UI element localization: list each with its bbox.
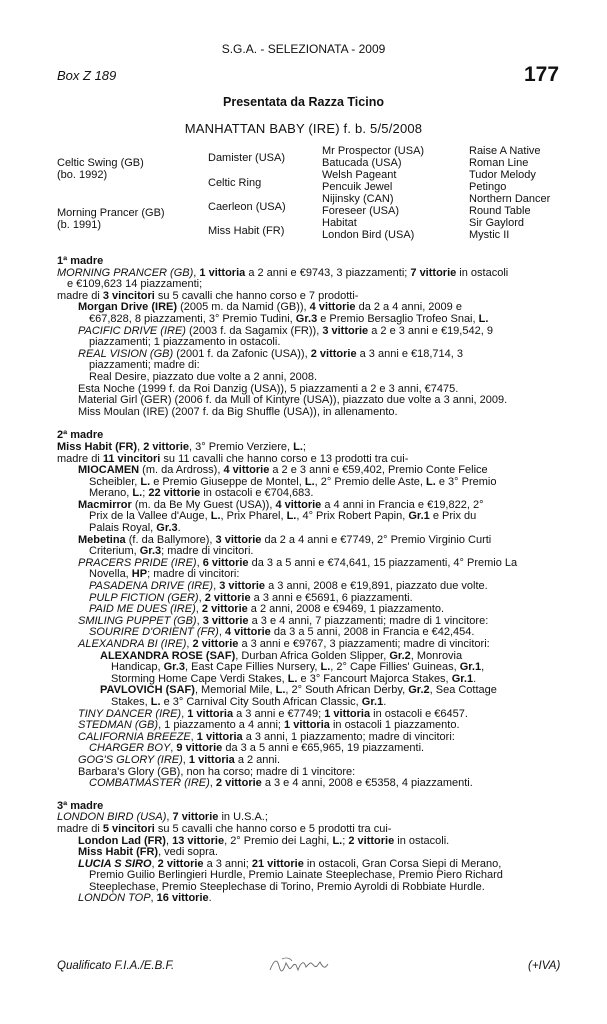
- pedigree-g2-0: Damister (USA): [208, 152, 286, 164]
- text-run: , 1 piazzamento a 4 anni;: [158, 719, 285, 732]
- text-run: L.: [286, 510, 297, 523]
- text-run: (2005 m. da Namid (GB)),: [177, 301, 310, 314]
- text-run: ,: [193, 266, 200, 279]
- text-run: ,: [150, 892, 157, 905]
- text-run: , 2° Cape Fillies' Guineas,: [330, 661, 460, 674]
- pedigree-g3-3: Pencuik Jewel: [322, 181, 393, 193]
- presenter: Presentata da Razza Ticino: [223, 95, 384, 109]
- qualification-note: Qualificato F.I.A./E.B.F.: [57, 960, 175, 972]
- text-run: da 2 a 4 anni, 2009 e: [355, 301, 462, 314]
- text-run: su 5 cavalli che hanno corso e 5 prodotti tra cui-: [154, 822, 392, 835]
- text-run: Gr.2: [408, 684, 430, 697]
- sire-year: (bo. 1992): [57, 169, 108, 181]
- text-run: 1 vittoria: [187, 707, 234, 720]
- text-run: 13 vittorie: [172, 834, 225, 847]
- text-run: a 3 anni;: [203, 857, 252, 870]
- text-run: 2 vittorie: [310, 347, 357, 360]
- text-run: STEDMAN (GB): [78, 719, 159, 732]
- text-run: e €109,623 14 piazzamenti;: [67, 278, 203, 291]
- text-run: Gr.1: [459, 661, 482, 674]
- text-run: in ostacoli, Gran Corsa Siepi di Merano,: [303, 857, 502, 870]
- text-run: a 3 anni, 1 piazzamento; madre di vincitori:: [242, 730, 455, 743]
- text-run: Scheibler,: [89, 475, 141, 488]
- text-run: a 2 anni e €9743, 3 piazzamenti;: [245, 266, 411, 279]
- text-run: Miss Moulan (IRE) (2007 f. da Big Shuffle (USA)), in allenamento.: [78, 405, 398, 418]
- lot-number: 177: [524, 63, 560, 86]
- text-run: ,: [198, 591, 205, 604]
- text-run: (2003 f. da Sagamix (FR)),: [185, 324, 323, 337]
- text-run: , 4° Prix Robert Papin,: [296, 510, 409, 523]
- text-run: 16 vittorie: [156, 892, 209, 905]
- signature: [268, 954, 330, 976]
- pedigree-g4-5: Round Table: [469, 205, 531, 217]
- pedigree-g3-4: Nijinsky (CAN): [322, 193, 394, 205]
- text-run: SOURIRE D'ORIENT (FR): [89, 626, 219, 639]
- pedigree-g3-1: Batucada (USA): [322, 157, 402, 169]
- pedigree-g2-3: Miss Habit (FR): [208, 225, 285, 237]
- text-run: 1 vittoria: [284, 719, 330, 732]
- text-run: (m. da Be My Guest (USA)),: [131, 498, 276, 511]
- text-run: in ostacoli e €6457.: [370, 707, 468, 720]
- text-run: MIOCAMEN: [78, 464, 140, 477]
- text-run: , East Cape Fillies Nursery,: [185, 661, 321, 674]
- text-run: LONDON TOP: [78, 892, 151, 905]
- text-run: L.: [210, 510, 221, 523]
- text-run: PULP FICTION (GER): [89, 591, 199, 604]
- text-run: London Lad (FR): [78, 834, 166, 847]
- text-run: ,: [190, 730, 197, 743]
- text-run: , 2° Premio delle Aste,: [314, 475, 427, 488]
- text-run: su 5 cavalli che hanno corso e 7 prodotti-: [154, 289, 359, 302]
- pedigree-g2-2: Caerleon (USA): [208, 201, 286, 213]
- text-run: ,: [182, 753, 189, 766]
- text-run: in ostacoli: [456, 266, 509, 279]
- text-run: ,: [166, 811, 173, 824]
- text-run: L.: [293, 440, 303, 453]
- text-run: ;: [342, 834, 349, 847]
- text-run: madre di: [57, 289, 103, 302]
- text-run: Gr.1: [361, 695, 384, 708]
- text-run: L.: [132, 487, 143, 500]
- text-run: L.: [275, 684, 286, 697]
- text-run: Miss Habit (FR): [78, 846, 159, 859]
- text-run: CHARGER BOY: [89, 742, 171, 755]
- text-run: L.: [150, 695, 161, 708]
- text-run: Material Girl (GER) (2006 f. da Mull of Kintyre (USA)), piazzato due volte a 3 anni, 2009.: [78, 394, 508, 407]
- text-run: su 11 cavalli che hanno corso e 13 prodotti tra cui-: [160, 452, 409, 465]
- pedigree-g2-1: Celtic Ring: [208, 177, 262, 189]
- text-run: 2 vittorie: [204, 591, 251, 604]
- text-run: madre di: [57, 822, 103, 835]
- text-run: PAVLOVICH (SAF): [100, 684, 195, 697]
- text-run: ,: [481, 661, 485, 674]
- text-run: a 3 anni e €9767, 3 piazzamenti; madre di vincitori:: [238, 638, 490, 650]
- sire-name: Celtic Swing (GB): [57, 157, 144, 169]
- text-run: 3 vincitori: [102, 289, 155, 302]
- vat-note: (+IVA): [528, 960, 561, 972]
- text-run: in ostacoli e €704,683.: [200, 487, 314, 500]
- text-run: CALIFORNIA BREEZE: [78, 730, 191, 743]
- text-run: L.: [304, 475, 315, 488]
- text-run: 11 vincitori: [102, 452, 161, 465]
- pedigree-g3-0: Mr Prospector (USA): [322, 145, 425, 157]
- text-run: HP: [131, 568, 148, 581]
- text-run: Real Desire, piazzato due volte a 2 anni, 2008.: [89, 370, 318, 383]
- text-run: L.: [140, 475, 151, 488]
- text-run: 1 vittoria: [196, 730, 243, 743]
- text-run: 7 vittorie: [172, 811, 219, 824]
- text-run: Gr.3: [156, 522, 178, 535]
- section-3: [57, 801, 517, 905]
- text-run: ,: [218, 626, 225, 639]
- horse-title: MANHATTAN BABY (IRE) f. b. 5/5/2008: [184, 121, 423, 136]
- text-run: ;: [142, 487, 149, 500]
- text-run: 2 vittorie: [192, 638, 239, 650]
- dam-name: Morning Prancer (GB): [57, 207, 165, 219]
- text-run: e 3° Premio: [435, 475, 497, 488]
- text-run: Criterium,: [89, 545, 140, 558]
- pedigree-g4-7: Mystic II: [469, 229, 510, 241]
- text-run: 2 vittorie: [201, 603, 248, 616]
- text-run: Gr.1: [408, 510, 430, 523]
- text-run: L.: [426, 475, 436, 488]
- text-run: ,: [181, 707, 188, 720]
- text-run: 2 vittorie: [157, 857, 204, 870]
- text-run: SMILING PUPPET (GB): [78, 614, 197, 627]
- text-run: 4 vittorie: [223, 464, 270, 477]
- text-run: ,: [165, 834, 173, 847]
- text-run: ,: [151, 857, 158, 870]
- pedigree-g3-5: Foreseer (USA): [322, 205, 400, 217]
- pedigree-g3-7: London Bird (USA): [322, 229, 415, 241]
- text-run: Handicap,: [111, 661, 164, 674]
- section-heading: 1ª madre: [57, 255, 104, 267]
- text-run: , 3° Premio Verziere,: [189, 440, 294, 453]
- text-run: e Premio Bersaglio Trofeo Snai,: [317, 312, 479, 325]
- text-run: , vedi sopra.: [158, 846, 218, 859]
- text-run: in ostacoli.: [394, 834, 450, 847]
- text-run: Gr.2: [389, 649, 411, 662]
- entry-line: [57, 407, 517, 419]
- text-run: 5 vincitori: [102, 822, 155, 835]
- text-run: (m. da Ardross),: [139, 464, 224, 477]
- text-run: Stakes,: [111, 695, 151, 708]
- text-run: ; madre di vincitori:: [147, 568, 240, 581]
- text-run: a 2 e 3 anni e €59,402, Premio Conte Felice: [269, 464, 488, 477]
- text-run: da 3 a 5 anni e €74,641, 15 piazzamenti, 4° Premio La: [248, 556, 518, 569]
- text-run: Storming Home Cape Verdi Stakes,: [111, 672, 288, 685]
- text-run: Miss Habit (FR): [57, 440, 138, 453]
- text-run: Gr.3: [295, 312, 318, 325]
- text-run: 1 vittoria: [188, 753, 235, 766]
- text-run: 4 vittorie: [224, 626, 271, 639]
- text-run: L.: [320, 661, 331, 674]
- text-run: GOG'S GLORY (IRE): [78, 753, 183, 766]
- text-run: .: [473, 672, 477, 685]
- text-run: da 3 a 5 anni e €65,965, 19 piazzamenti.: [222, 742, 425, 755]
- text-run: LONDON BIRD (USA): [57, 811, 167, 824]
- section-heading: 3ª madre: [57, 799, 104, 812]
- text-run: , Durban Africa Golden Slipper,: [235, 649, 390, 662]
- text-run: 6 vittorie: [202, 556, 249, 569]
- entry-line: [57, 893, 517, 905]
- text-run: Palais Royal,: [89, 522, 157, 535]
- text-run: 1 vittoria: [324, 707, 371, 720]
- text-run: , 2° South African Derby,: [285, 684, 409, 697]
- box-label: Box Z 189: [57, 68, 117, 83]
- text-run: TINY DANCER (IRE): [78, 707, 182, 720]
- text-run: 2 vittorie: [215, 777, 262, 790]
- text-run: e Prix du: [429, 510, 477, 523]
- text-run: 2 vittorie: [143, 440, 190, 453]
- text-run: in U.S.A.;: [218, 811, 268, 824]
- text-run: ALEXANDRA BI (IRE): [78, 638, 187, 650]
- text-run: 3 vittorie: [202, 614, 249, 627]
- text-run: , Monrovia: [410, 649, 463, 662]
- text-run: 9 vittorie: [176, 742, 223, 755]
- text-run: (2001 f. da Zafonic (USA)),: [173, 347, 311, 360]
- text-run: ,: [137, 440, 144, 453]
- text-run: a 2 e 3 anni e €19,542, 9: [368, 324, 493, 337]
- text-run: COMBATMASTER (IRE): [89, 777, 210, 790]
- text-run: .: [383, 695, 387, 708]
- text-run: MORNING PRANCER (GB): [57, 266, 194, 279]
- text-run: ; madre di vincitori.: [161, 545, 254, 558]
- text-run: Macmirror: [78, 498, 132, 511]
- text-run: Gr.3: [139, 545, 162, 558]
- text-run: da 3 a 5 anni, 2008 in Francia e €42,454.: [270, 626, 475, 639]
- text-run: a 3 anni e €18,714, 3: [356, 347, 464, 360]
- text-run: Merano,: [89, 487, 133, 500]
- text-run: a 2 anni, 2008 e €9469, 1 piazzamento.: [247, 603, 445, 616]
- text-run: e 3° Fancourt Majorca Stakes,: [297, 672, 452, 685]
- text-run: .: [177, 522, 181, 535]
- text-run: REAL VISION (GB): [78, 347, 174, 360]
- section-heading: 2ª madre: [57, 429, 104, 442]
- text-run: in ostacoli 1 piazzamento.: [329, 719, 460, 732]
- text-run: ,: [196, 556, 203, 569]
- text-run: 21 vittorie: [251, 857, 304, 870]
- text-run: 7 vittorie: [410, 266, 457, 279]
- text-run: ALEXANDRA ROSE (SAF): [100, 649, 236, 662]
- entry-line: [57, 778, 517, 790]
- text-run: ,: [186, 638, 193, 650]
- text-run: €67,828, 8 piazzamenti, 3° Premio Tudini,: [89, 312, 296, 325]
- text-run: Morgan Drive (IRE): [78, 301, 178, 314]
- pedigree-g4-6: Sir Gaylord: [469, 217, 525, 229]
- text-run: PAID ME DUES (IRE): [89, 603, 196, 616]
- text-run: 3 vittorie: [215, 533, 262, 546]
- text-run: (f. da Ballymore),: [125, 533, 216, 546]
- text-run: Prix de la Vallee d'Auge,: [89, 510, 211, 523]
- text-run: PASADENA DRIVE (IRE): [89, 580, 214, 593]
- text-run: Gr.1: [451, 672, 474, 685]
- text-run: Gr.3: [163, 661, 185, 674]
- text-run: Novella,: [89, 568, 132, 581]
- text-run: ,: [195, 603, 202, 616]
- section-1: [57, 256, 517, 418]
- text-run: , 2° Premio dei Laghi,: [224, 834, 333, 847]
- pedigree-gen4: [469, 145, 550, 241]
- text-run: ,: [196, 614, 203, 627]
- text-run: LUCIA S SIRO: [78, 857, 152, 870]
- text-run: PACIFIC DRIVE (IRE): [78, 324, 186, 337]
- text-run: piazzamenti; madre di:: [89, 359, 200, 372]
- text-run: 3 vittorie: [322, 324, 369, 337]
- text-run: madre di: [57, 452, 103, 465]
- text-run: Mebetina: [78, 533, 126, 546]
- pedigree-dam: [57, 207, 165, 231]
- text-run: , Sea Cottage: [429, 684, 497, 697]
- pedigree-g4-0: Raise A Native: [469, 145, 541, 157]
- text-run: L.: [478, 312, 489, 325]
- text-run: a 4 anni in Francia e €19,822, 2°: [321, 498, 484, 511]
- text-run: e 3° Carnival City South African Classic,: [160, 695, 362, 708]
- text-run: ,: [170, 742, 177, 755]
- text-run: ;: [302, 440, 306, 453]
- text-run: 4 vittorie: [309, 301, 356, 314]
- text-run: L.: [332, 834, 343, 847]
- text-run: 3 vittorie: [219, 580, 266, 593]
- text-run: 4 vittorie: [275, 498, 322, 511]
- text-run: e Premio Giuseppe de Montel,: [150, 475, 305, 488]
- text-run: a 3 e 4 anni, 2008 e €5358, 4 piazzamenti.: [261, 777, 473, 790]
- pedigree-g3-2: Welsh Pageant: [322, 169, 397, 181]
- text-run: Premio Guilio Berlingieri Hurdle, Premio Lainate Steeplechase, Premio Piero Richard: [89, 869, 503, 882]
- text-run: da 2 a 4 anni e €7749, 2° Premio Virginio Curti: [261, 533, 492, 546]
- dam-year: (b. 1991): [57, 219, 102, 231]
- text-run: .: [208, 892, 212, 905]
- text-run: a 3 e 4 anni, 7 piazzamenti; madre di 1 vincitore:: [248, 614, 489, 627]
- text-run: Barbara's Glory (GB), non ha corso; madre di 1 vincitore:: [78, 765, 356, 778]
- text-run: L.: [287, 672, 298, 685]
- text-run: Steeplechase, Premio Steeplechase di Torino, Premio Ayroldi di Robbiate Hurdle.: [89, 880, 485, 893]
- pedigree-g3-6: Habitat: [322, 217, 357, 229]
- text-run: a 2 anni.: [234, 753, 281, 766]
- text-run: a 3 anni e €5691, 6 piazzamenti.: [250, 591, 413, 604]
- text-run: , Memorial Mile,: [194, 684, 276, 697]
- pedigree-gen3: [322, 145, 424, 241]
- text-run: ,: [209, 777, 216, 790]
- text-run: Esta Noche (1999 f. da Roi Danzig (USA)), 5 piazzamenti a 2 e 3 anni, €7475.: [78, 382, 459, 395]
- text-run: , Prix Pharel,: [220, 510, 287, 523]
- text-run: piazzamenti; 1 piazzamento in ostacoli.: [89, 336, 281, 349]
- pedigree-g4-3: Petingo: [469, 181, 507, 193]
- section-2: [57, 430, 517, 789]
- text-run: 1 vittoria: [199, 266, 246, 279]
- text-run: a 3 anni, 2008 e €19,891, piazzato due volte.: [265, 580, 488, 593]
- pedigree-sire: [57, 157, 144, 181]
- pedigree-g4-2: Tudor Melody: [469, 169, 536, 181]
- text-run: PRACERS PRIDE (IRE): [78, 556, 197, 569]
- pedigree-g4-4: Northern Dancer: [469, 193, 551, 205]
- catalogue-header: S.G.A. - SELEZIONATA - 2009: [221, 42, 386, 56]
- text-run: a 3 anni e €7749;: [233, 707, 325, 720]
- text-run: ,: [213, 580, 220, 593]
- text-run: 22 vittorie: [148, 487, 201, 500]
- text-run: 2 vittorie: [348, 834, 395, 847]
- dam-line-sections: [57, 256, 517, 905]
- pedigree-g4-1: Roman Line: [469, 157, 529, 169]
